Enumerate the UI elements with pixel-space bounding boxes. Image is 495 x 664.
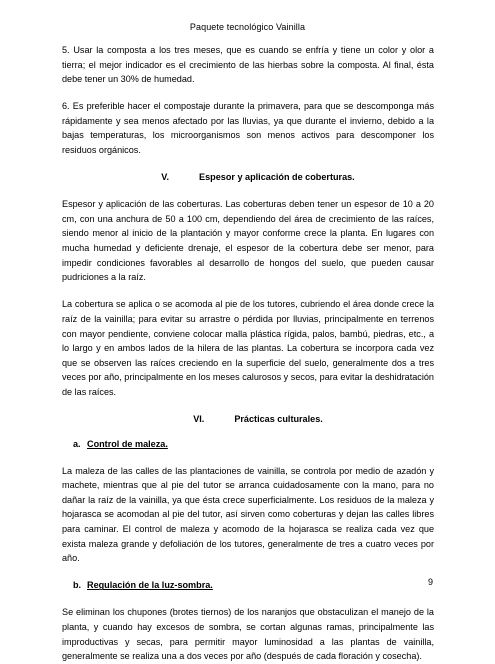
paragraph-light-shade: Se eliminan los chupones (brotes tiernos) de los naranjos que obstaculizan el manejo de la planta, y cuando hay excesos de sombra, se cortan algunas ramas, principalmente las improductivas y secas, para permitir mayor luminosidad a las plantas de vainilla, generalmente se realiza una a dos veces por año (después de cada floración y cosecha). xyxy=(62,607,434,662)
paragraph-coverage-thickness: Espesor y aplicación de las coberturas. Las coberturas deben tener un espesor de 10 a 20 cm, con una anchura de 50 a 100 cm, dependiendo del área de crecimiento de las raíces, siendo menor al inicio de la plantación y mayor conforme crece la planta. En lugares con mucha humedad y deficiente drenaje, el espesor de la cobertura debe ser menor, para impedir condiciones favorables al desarrollo de hongos del suelo, que pueden causar pudriciones a la raíz. xyxy=(62,199,434,283)
paragraph-step-6: 6. Es preferible hacer el compostaje durante la primavera, para que se descomponga más rápidamente y sea menos afectado por las lluvias, ya que durante el invierno, debido a la bajas temperaturas, los microorganismos son menos activos para descomponer los residuos orgánicos. xyxy=(62,101,434,156)
subheading-weed-control xyxy=(62,437,434,452)
subheading-light-shade xyxy=(62,578,434,593)
section-title: Espesor y aplicación de coberturas. xyxy=(199,172,355,183)
page-header: Paquete tecnológico Vainilla xyxy=(189,22,306,32)
subheading-letter: a. xyxy=(73,438,81,449)
document-body xyxy=(62,43,434,664)
section-number: V. xyxy=(161,172,170,183)
page-number: 9 xyxy=(427,577,433,587)
subheading-letter: b. xyxy=(73,580,82,591)
subheading-title: Control de maleza. xyxy=(87,438,168,449)
section-heading-v xyxy=(62,170,434,185)
subheading-title: Regulación de la luz-sombra. xyxy=(87,580,213,591)
section-title: Prácticas culturales. xyxy=(234,413,323,424)
section-heading-vi xyxy=(62,412,434,427)
paragraph-step-5: 5. Usar la composta a los tres meses, que es cuando se enfría y tiene un color y olor a tierra; el mejor indicador es el crecimiento de las hierbas sobre la composta. Al final, ésta debe tener un 30% de humedad. xyxy=(62,45,434,85)
paragraph-coverage-application: La cobertura se aplica o se acomoda al pie de los tutores, cubriendo el área donde crece la raíz de la vainilla; para evitar su arrastre o pérdida por lluvias, principalmente en terrenos con mayor pendiente, conviene colocar malla plástica rígida, palos, bambú, piedras, etc., a lo largo y en ambos lados de la hilera de las plantas. La cobertura se incorpora cada vez que se observen las raíces creciendo en la superficie del suelo, generalmente dos a tres veces por año, principalmente en los meses calurosos y secos, para evitar la deshidratación de las raíces. xyxy=(62,299,434,397)
section-number: VI. xyxy=(193,413,205,424)
paragraph-weed-control: La maleza de las calles de las plantaciones de vainilla, se controla por medio de azadón y machete, mientras que al pie del tutor se arranca cuidadosamente con la mano, para no dañar la raíz de la vainilla, ya que ésta crece superficialmente. Los residuos de la maleza y hojarasca se acomodan al pie del tutor, así sirven como coberturas y dejan las calles libres para caminar. El control de maleza y acomodo de la hojarasca se realiza cada vez que exista maleza grande y defoliación de los tutores, generalmente de tres a cuatro veces por año. xyxy=(62,465,434,564)
